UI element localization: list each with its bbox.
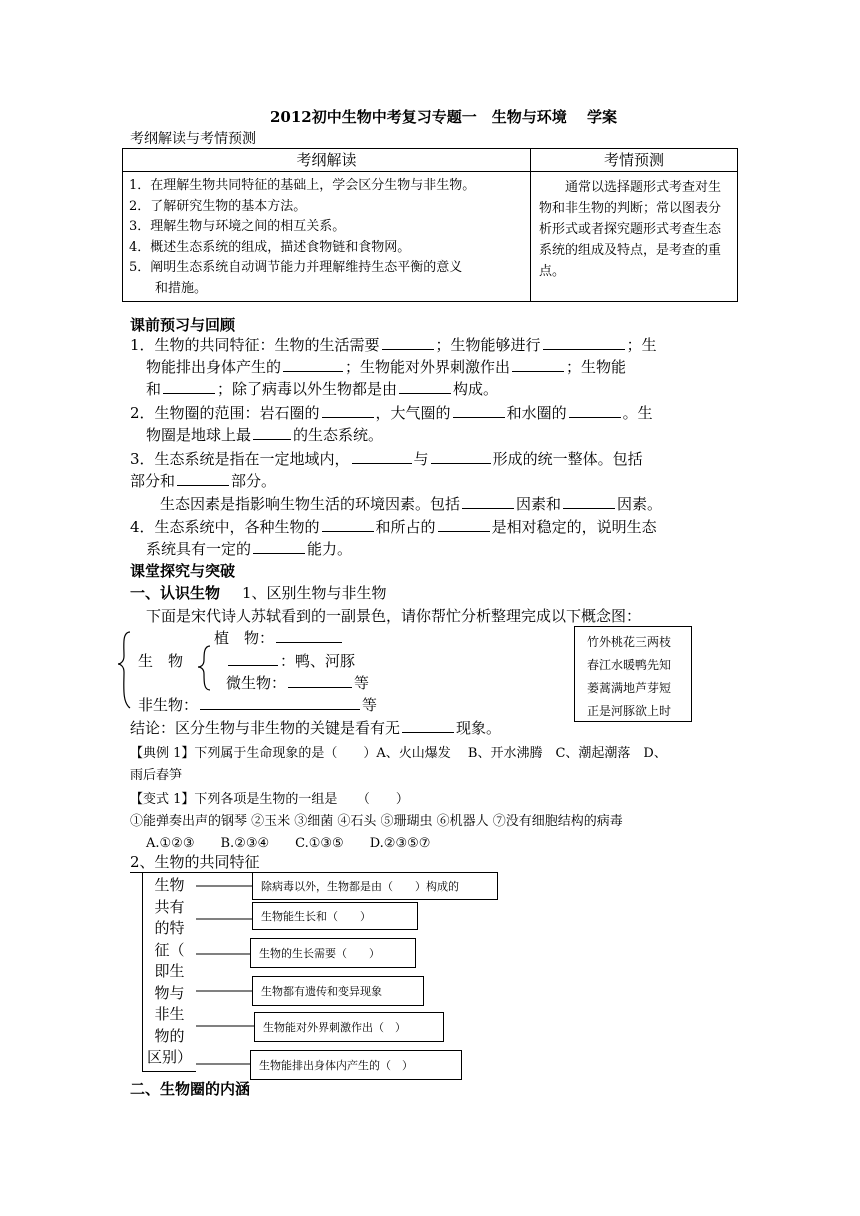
poem-line: 春江水暖鸭先知 [587,658,672,672]
poem-line: 竹外桃花三两枝 [587,635,672,649]
q4-text: 能力。 [307,540,353,558]
q3-text: 形成的统一整体。包括 [492,450,643,468]
outline-item: 4．概述生态系统的组成，描述食物链和食物网。 [129,239,411,255]
tree-living-label: 生 物 [138,652,184,670]
q3-text: 因素。 [617,495,663,513]
q4-text: 和所占的 [375,518,436,536]
page-title: 2012初中生物中考复习专题一 生物与环境 学案 [270,108,617,126]
q3-text: 部分。 [231,472,277,490]
q2-text: 。生 [622,404,653,422]
q1-text: ；生物能 [566,358,627,376]
q2-text: 物圈是地球上最 [146,426,252,444]
section-2-heading: 2、生物的共同特征 [130,851,276,873]
conclusion-text: 结论：区分生物与非生物的关键是看有无 [130,719,401,737]
feature-box: 生物都有遗传和变异现象 [252,976,424,1006]
q1-text: ；生物能够进行 [435,336,541,354]
q2-text: 2．生物圈的范围：岩石圈的 [130,404,320,422]
tree-micro-end: 等 [354,674,370,692]
tree-nonliving-end: 等 [362,696,378,714]
table-caption: 考纲解读与考情预测 [130,131,256,147]
q1-text: ；生 [626,336,657,354]
q3-text: 与 [413,450,429,468]
features-label-line: 物与 [154,983,185,1002]
outline-item: 1．在理解生物共同特征的基础上，学会区分生物与非生物。 [129,178,476,193]
q2-text: 的生态系统。 [293,426,384,444]
features-label-line: 即生 [154,962,185,980]
q1-text: 构成。 [453,380,499,398]
section-1-title: 一、认识生物 [130,584,221,602]
features-label-line: 非生 [154,1005,185,1023]
q3-text: 3．生态系统是指在一定地域内， [130,450,350,468]
tree-animal-label: ：鸭、河豚 [280,652,356,670]
header-forecast: 考情预测 [531,149,738,172]
q1-text: 物能排出身体产生的 [146,358,282,376]
preview-heading: 课前预习与回顾 [130,316,236,334]
q1-text: 和 [146,380,162,398]
q2-text: ，大气圈的 [375,404,451,422]
section-3-heading: 二、生物圈的内涵 [130,1080,251,1098]
features-label-line: 生物 [154,876,185,894]
tree-micro-label: 微生物： [226,674,287,692]
outline-item: 3．理解生物与环境之间的相互关系。 [129,219,346,234]
q4-text: 是相对稳定的，说明生态 [491,518,657,536]
q1-text: ；生物能对外界刺激作出 [345,358,511,376]
forecast-text: 通常以选择题形式考查对生物和非生物的判断；常以图表分析形式或者探究题形式考查生态系统的组成及特点，是考查的重点。 [539,180,722,279]
q4-text: 4．生态系统中，各种生物的 [130,518,320,536]
example-1: 【典例 1】下列属于生命现象的是（ ）A、火山爆发 B、开水沸腾 C、潮起潮落 D、 [130,746,667,761]
features-label-line: 物的 [154,1026,185,1045]
q3-text: 部分和 [130,472,176,490]
q2-text: 和水圈的 [506,404,567,422]
features-label-line: 的特 [154,919,185,937]
tree-nonliving-label: 非生物： [138,696,199,714]
outline-item: 5．阐明生态系统自动调节能力并理解维持生态平衡的意义 [129,260,463,275]
header-outline: 考纲解读 [123,149,531,172]
feature-box: 生物能对外界刺激作出（ ） [254,1012,444,1042]
q3-text: 生态因素是指影响生物生活的环境因素。包括 [160,495,461,513]
features-label-line: 共有 [154,897,185,916]
poem-line: 正是河豚欲上时 [587,704,672,718]
features-label-line: 征（ [154,940,185,959]
conclusion-text: 现象。 [456,719,502,737]
feature-box: 生物的生长需要（ ） [250,938,416,968]
concept-map-intro: 下面是宋代诗人苏轼看到的一副景色，请你帮忙分析整理完成以下概念图： [146,607,642,625]
variant-1: 【变式 1】下列各项是生物的一组是 （ ） [130,792,409,807]
outline-item: 和措施。 [155,280,208,296]
variant-1-options: A.①②③ B.②③④ C.①③⑤ D.②③⑤⑦ [146,836,431,851]
q1-text: 1．生物的共同特征：生物的生活需要 [130,336,380,354]
section-1-subtitle: 1、区别生物与非生物 [242,584,387,602]
features-label-line: 区别） [146,1048,192,1066]
feature-box: 除病毒以外，生物都是由（ ）构成的 [252,872,498,900]
example-1-cont: 雨后春笋 [130,768,183,783]
q1-text: ；除了病毒以外生物都是由 [217,380,398,398]
tree-plant-label: 植 物： [214,629,275,647]
q3-text: 因素和 [516,495,562,513]
q4-text: 系统具有一定的 [146,540,252,558]
feature-box: 生物能排出身体内产生的（ ） [250,1050,462,1080]
poem-line: 蒌蒿满地芦芽短 [587,681,672,695]
outline-item: 2．了解研究生物的基本方法。 [129,198,307,214]
variant-1-items: ①能弹奏出声的钢琴 ②玉米 ③细菌 ④石头 ⑤珊瑚虫 ⑥机器人 ⑦没有细胞结构的病毒 [130,814,623,829]
classroom-heading: 课堂探究与突破 [130,562,236,580]
feature-box: 生物能生长和（ ） [252,902,418,930]
